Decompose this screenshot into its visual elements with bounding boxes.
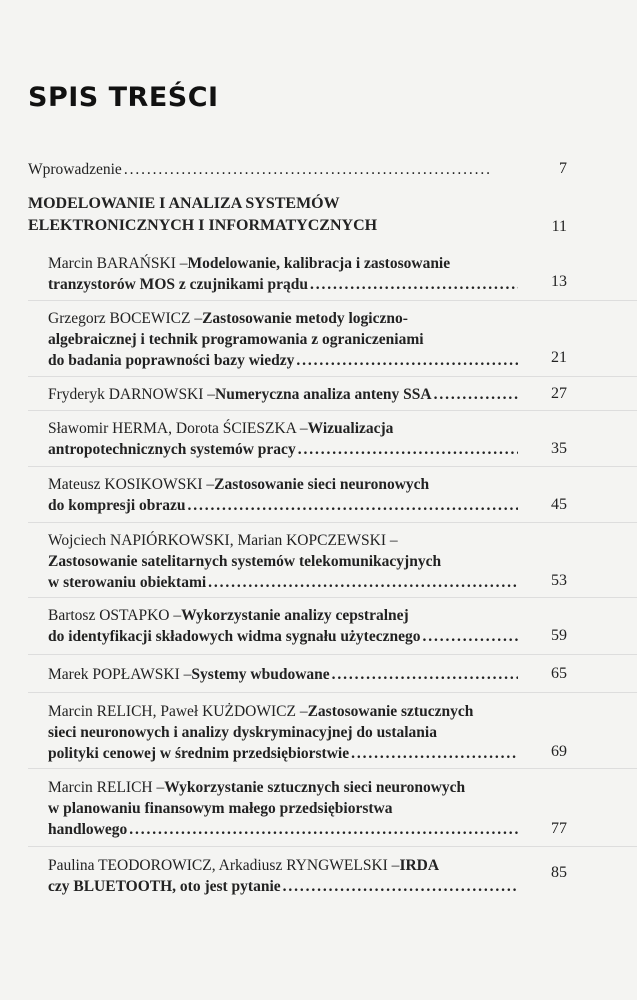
dot-leader — [332, 664, 518, 685]
entry-title: IRDA — [399, 857, 440, 874]
entry-title: Modelowanie, kalibracja i zastosowanie — [187, 255, 451, 272]
entry-divider — [28, 466, 637, 467]
toc-entry[interactable] — [48, 530, 518, 593]
toc-entry[interactable] — [48, 777, 518, 840]
entry-page: 27 — [551, 385, 567, 402]
entry-title: do badania poprawności bazy wiedzy — [48, 352, 295, 369]
entry-title: do identyfikacji składowych widma sygnału użytecznego — [48, 628, 421, 645]
entry-title: polityki cenowej w średnim przedsiębiorstwie — [48, 745, 350, 762]
entry-page: 53 — [551, 572, 567, 589]
toc-entry[interactable] — [48, 474, 518, 516]
entry-authors: Marcin BARAŃSKI – — [48, 255, 188, 272]
entry-divider — [28, 846, 637, 847]
dot-leader — [129, 819, 518, 840]
entry-page: 21 — [551, 349, 567, 366]
entry-title: w sterowaniu obiektami — [48, 574, 207, 591]
toc-entry[interactable] — [48, 855, 518, 897]
entry-divider — [28, 597, 637, 598]
entry-divider — [28, 300, 637, 301]
entry-title: w planowaniu finansowym małego przedsiębiorstwa — [48, 800, 393, 817]
entry-authors: Grzegorz BOCEWICZ – — [48, 310, 203, 327]
dot-leader — [434, 384, 518, 405]
entry-page: 35 — [551, 440, 567, 457]
toc-entry[interactable] — [48, 605, 518, 647]
section-heading[interactable] — [28, 193, 520, 237]
dot-leader — [310, 274, 518, 295]
entry-title: antropotechnicznych systemów pracy — [48, 441, 296, 458]
dot-leader — [298, 439, 518, 460]
entry-title: Numeryczna analiza anteny SSA — [215, 386, 432, 403]
entry-authors: Sławomir HERMA, Dorota ŚCIESZKA – — [48, 420, 308, 437]
entry-page: 85 — [551, 864, 567, 881]
dot-leader — [296, 350, 518, 371]
entry-divider — [28, 768, 637, 769]
entry-title: Zastosowanie sieci neuronowych — [214, 476, 430, 493]
entry-authors: Marcin RELICH – — [48, 779, 165, 796]
intro-page: 7 — [559, 160, 567, 177]
entry-page: 69 — [551, 743, 567, 760]
entry-divider — [28, 654, 637, 655]
toc-entry[interactable] — [48, 664, 518, 685]
dot-leader — [351, 743, 518, 764]
page-title: SPIS TREŚCI — [28, 82, 219, 113]
entry-title: sieci neuronowych i analizy dyskryminacyjnej do ustalania — [48, 724, 437, 741]
intro-label: Wprowadzenie — [28, 161, 122, 178]
entry-divider — [28, 410, 637, 411]
entry-title: Wykorzystanie analizy cepstralnej — [181, 607, 409, 624]
toc-entry[interactable] — [48, 418, 518, 460]
dot-leader — [124, 159, 492, 180]
dot-leader — [422, 626, 518, 647]
entry-title: Wykorzystanie sztucznych sieci neuronowych — [164, 779, 466, 796]
section-page: 11 — [551, 218, 567, 235]
section-line2: ELEKTRONICZNYCH I INFORMATYCZNYCH — [28, 217, 378, 234]
toc-entry[interactable] — [48, 384, 518, 405]
entry-title: handlowego — [48, 821, 128, 838]
entry-title: Zastosowanie metody logiczno- — [202, 310, 408, 327]
entry-title: Wizualizacja — [307, 420, 394, 437]
entry-title: Zastosowanie sztucznych — [307, 703, 474, 720]
toc-entry[interactable] — [48, 308, 518, 371]
entry-divider — [28, 522, 637, 523]
entry-title: Systemy wbudowane — [191, 666, 330, 683]
dot-leader — [283, 876, 518, 897]
entry-page: 13 — [551, 273, 567, 290]
entry-divider — [28, 376, 637, 377]
entry-title: tranzystorów MOS z czujnikami prądu — [48, 276, 309, 293]
entry-page: 45 — [551, 496, 567, 513]
entry-page: 77 — [551, 820, 567, 837]
entry-authors: Bartosz OSTAPKO – — [48, 607, 182, 624]
dot-leader — [188, 495, 518, 516]
entry-title: czy BLUETOOTH, oto jest pytanie — [48, 878, 281, 895]
entry-divider — [28, 692, 637, 693]
entry-page: 65 — [551, 665, 567, 682]
entry-title: do kompresji obrazu — [48, 497, 186, 514]
entry-authors: Wojciech NAPIÓRKOWSKI, Marian KOPCZEWSKI – — [48, 532, 398, 549]
entry-authors: Paulina TEODOROWICZ, Arkadiusz RYNGWELSKI – — [48, 857, 400, 874]
section-line1: MODELOWANIE I ANALIZA SYSTEMÓW — [28, 195, 340, 212]
entry-authors: Marcin RELICH, Paweł KUŻDOWICZ – — [48, 703, 308, 720]
entry-authors: Mateusz KOSIKOWSKI – — [48, 476, 215, 493]
dot-leader — [208, 572, 518, 593]
entry-page: 59 — [551, 627, 567, 644]
toc-intro[interactable] — [28, 159, 492, 180]
entry-authors: Fryderyk DARNOWSKI – — [48, 386, 216, 403]
entry-title: Zastosowanie satelitarnych systemów telekomunikacyjnych — [48, 553, 442, 570]
entry-title: algebraicznej i technik programowania z ograniczeniami — [48, 331, 424, 348]
toc-entry[interactable] — [48, 253, 518, 295]
entry-authors: Marek POPŁAWSKI – — [48, 666, 192, 683]
toc-entry[interactable] — [48, 701, 518, 764]
